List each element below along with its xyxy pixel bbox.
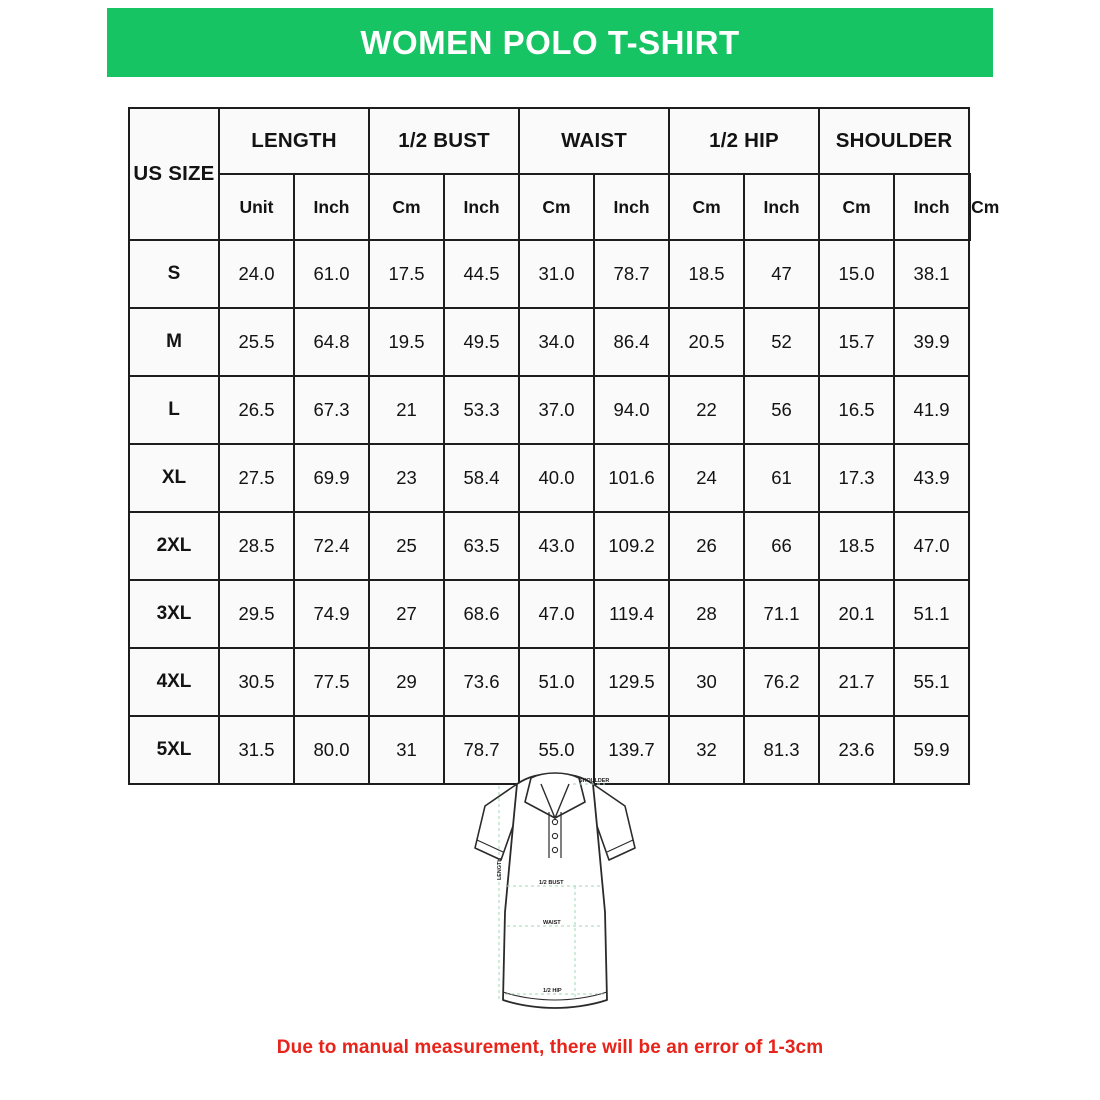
cell-bust-cm: 78.7 — [444, 716, 519, 784]
cell-waist-inch: 47.0 — [519, 580, 594, 648]
cell-waist-inch: 34.0 — [519, 308, 594, 376]
size-chart-table — [128, 107, 1000, 785]
cell-shoulder-inch: 15.0 — [819, 240, 894, 308]
label-length: LENGTH — [497, 857, 503, 880]
cell-shoulder-inch: 18.5 — [819, 512, 894, 580]
size-label: M — [129, 308, 219, 376]
cell-hip-inch: 28 — [669, 580, 744, 648]
unit-waist-inch: Inch — [594, 174, 669, 240]
cell-waist-cm: 94.0 — [594, 376, 669, 444]
cell-shoulder-cm: 47.0 — [894, 512, 969, 580]
size-label: L — [129, 376, 219, 444]
page-title: WOMEN POLO T-SHIRT — [360, 23, 740, 61]
cell-waist-cm: 86.4 — [594, 308, 669, 376]
cell-shoulder-cm: 59.9 — [894, 716, 969, 784]
cell-waist-cm: 78.7 — [594, 240, 669, 308]
cell-bust-inch: 21 — [369, 376, 444, 444]
cell-hip-cm: 56 — [744, 376, 819, 444]
cell-shoulder-cm: 51.1 — [894, 580, 969, 648]
cell-waist-inch: 55.0 — [519, 716, 594, 784]
table-row — [129, 444, 970, 512]
cell-hip-inch: 26 — [669, 512, 744, 580]
cell-shoulder-inch: 17.3 — [819, 444, 894, 512]
column-header-half-bust: 1/2 BUST — [369, 108, 519, 174]
column-header-length: LENGTH — [219, 108, 369, 174]
cell-waist-cm: 129.5 — [594, 648, 669, 716]
cell-bust-cm: 44.5 — [444, 240, 519, 308]
cell-bust-inch: 27 — [369, 580, 444, 648]
cell-hip-inch: 22 — [669, 376, 744, 444]
cell-shoulder-inch: 21.7 — [819, 648, 894, 716]
cell-waist-cm: 119.4 — [594, 580, 669, 648]
size-label: 3XL — [129, 580, 219, 648]
cell-hip-cm: 61 — [744, 444, 819, 512]
size-label: XL — [129, 444, 219, 512]
unit-hip-cm: Cm — [819, 174, 894, 240]
cell-waist-cm: 109.2 — [594, 512, 669, 580]
cell-bust-inch: 23 — [369, 444, 444, 512]
cell-length-inch: 24.0 — [219, 240, 294, 308]
cell-bust-inch: 29 — [369, 648, 444, 716]
table-row — [129, 240, 970, 308]
cell-length-inch: 25.5 — [219, 308, 294, 376]
measurement-disclaimer: Due to manual measurement, there will be an error of 1-3cm — [276, 1037, 824, 1058]
cell-hip-cm: 81.3 — [744, 716, 819, 784]
column-header-half-hip: 1/2 HIP — [669, 108, 819, 174]
unit-shoulder-inch: Inch — [894, 174, 969, 240]
cell-length-inch: 27.5 — [219, 444, 294, 512]
cell-hip-cm: 66 — [744, 512, 819, 580]
cell-length-inch: 31.5 — [219, 716, 294, 784]
table-row — [129, 580, 970, 648]
polo-shirt-diagram — [455, 762, 655, 1020]
label-shoulder: SHOULDER — [579, 778, 610, 784]
size-chart-table-wrapper — [128, 107, 1000, 785]
cell-shoulder-cm: 43.9 — [894, 444, 969, 512]
cell-shoulder-cm: 41.9 — [894, 376, 969, 444]
cell-shoulder-inch: 16.5 — [819, 376, 894, 444]
cell-bust-cm: 53.3 — [444, 376, 519, 444]
cell-length-cm: 67.3 — [294, 376, 369, 444]
cell-waist-inch: 40.0 — [519, 444, 594, 512]
unit-length-cm: Cm — [369, 174, 444, 240]
cell-shoulder-inch: 15.7 — [819, 308, 894, 376]
cell-waist-cm: 139.7 — [594, 716, 669, 784]
cell-hip-cm: 76.2 — [744, 648, 819, 716]
cell-shoulder-cm: 38.1 — [894, 240, 969, 308]
table-row — [129, 376, 970, 444]
unit-hip-inch: Inch — [744, 174, 819, 240]
column-header-us-size: US SIZE — [129, 108, 219, 240]
cell-waist-inch: 31.0 — [519, 240, 594, 308]
cell-length-cm: 69.9 — [294, 444, 369, 512]
table-row — [129, 648, 970, 716]
cell-shoulder-inch: 20.1 — [819, 580, 894, 648]
cell-hip-inch: 32 — [669, 716, 744, 784]
cell-shoulder-cm: 55.1 — [894, 648, 969, 716]
cell-hip-cm: 52 — [744, 308, 819, 376]
label-half-hip: 1/2 HIP — [543, 988, 562, 994]
cell-length-cm: 74.9 — [294, 580, 369, 648]
cell-bust-cm: 73.6 — [444, 648, 519, 716]
size-label: 4XL — [129, 648, 219, 716]
cell-waist-inch: 43.0 — [519, 512, 594, 580]
unit-bust-cm: Cm — [519, 174, 594, 240]
cell-waist-cm: 101.6 — [594, 444, 669, 512]
cell-bust-cm: 49.5 — [444, 308, 519, 376]
cell-length-cm: 77.5 — [294, 648, 369, 716]
unit-label: Unit — [219, 174, 294, 240]
cell-bust-inch: 31 — [369, 716, 444, 784]
cell-hip-inch: 24 — [669, 444, 744, 512]
cell-hip-inch: 30 — [669, 648, 744, 716]
column-header-shoulder: SHOULDER — [819, 108, 969, 174]
cell-length-cm: 80.0 — [294, 716, 369, 784]
cell-bust-cm: 63.5 — [444, 512, 519, 580]
header-banner — [107, 8, 993, 77]
cell-length-inch: 30.5 — [219, 648, 294, 716]
cell-hip-inch: 18.5 — [669, 240, 744, 308]
table-row — [129, 512, 970, 580]
size-label: 5XL — [129, 716, 219, 784]
cell-shoulder-cm: 39.9 — [894, 308, 969, 376]
table-group-header-row — [129, 108, 970, 174]
cell-bust-inch: 17.5 — [369, 240, 444, 308]
unit-shoulder-cm: Cm — [971, 196, 1000, 217]
cell-length-cm: 72.4 — [294, 512, 369, 580]
cell-hip-cm: 71.1 — [744, 580, 819, 648]
cell-hip-cm: 47 — [744, 240, 819, 308]
cell-length-cm: 64.8 — [294, 308, 369, 376]
cell-bust-cm: 58.4 — [444, 444, 519, 512]
cell-bust-inch: 25 — [369, 512, 444, 580]
label-waist: WAIST — [543, 920, 561, 926]
size-label: 2XL — [129, 512, 219, 580]
size-label: S — [129, 240, 219, 308]
table-unit-header-row — [129, 174, 970, 240]
unit-waist-cm: Cm — [669, 174, 744, 240]
unit-bust-inch: Inch — [444, 174, 519, 240]
cell-bust-inch: 19.5 — [369, 308, 444, 376]
cell-waist-inch: 37.0 — [519, 376, 594, 444]
unit-length-inch: Inch — [294, 174, 369, 240]
table-row — [129, 308, 970, 376]
cell-shoulder-inch: 23.6 — [819, 716, 894, 784]
cell-length-inch: 28.5 — [219, 512, 294, 580]
cell-length-inch: 26.5 — [219, 376, 294, 444]
cell-length-inch: 29.5 — [219, 580, 294, 648]
cell-bust-cm: 68.6 — [444, 580, 519, 648]
cell-waist-inch: 51.0 — [519, 648, 594, 716]
label-half-bust: 1/2 BUST — [539, 880, 564, 886]
cell-hip-inch: 20.5 — [669, 308, 744, 376]
cell-length-cm: 61.0 — [294, 240, 369, 308]
column-header-waist: WAIST — [519, 108, 669, 174]
